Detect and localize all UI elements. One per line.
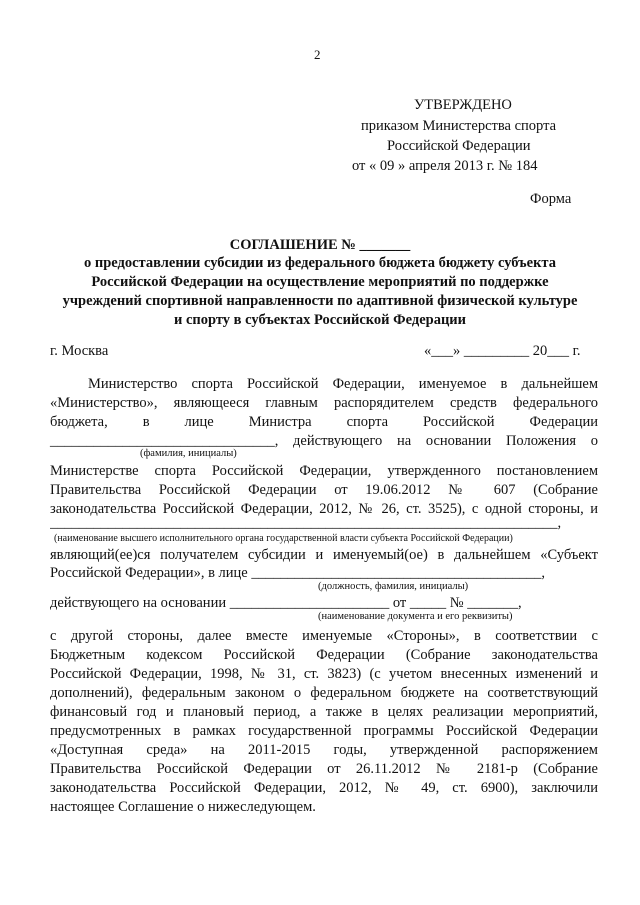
text-line: предусмотренных в рамках государственной программы Российской Федерации: [50, 723, 598, 739]
text-line: действующего на основании ______________________ от _____ № _______,: [50, 595, 522, 611]
text-line: Российской Федерации, 1998, № 31, ст. 3823) (с учетом внесенных изменений и: [50, 666, 598, 682]
caption-authority: (наименование высшего исполнительного органа государственной власти субъекта Российской Федерации): [54, 533, 513, 544]
caption-document: (наименование документа и его реквизиты): [318, 611, 513, 622]
title-line: Российской Федерации на осуществление мероприятий по поддержке: [91, 274, 549, 290]
page-number: 2: [314, 47, 321, 62]
caption-position: (должность, фамилия, инициалы): [318, 581, 469, 592]
text-line: Министерство спорта Российской Федерации, именуемое в дальнейшем: [88, 376, 598, 392]
text-line: «Министерство», являющееся главным распорядителем средств федерального: [50, 395, 598, 411]
text-line: Правительства Российской Федерации от 19.06.2012 № 607 (Собрание: [50, 482, 598, 498]
caption-name-initials: (фамилия, инициалы): [140, 448, 237, 459]
text-line: «Доступная среда» на 2011-2015 годы, утвержденной распоряжением: [50, 742, 598, 758]
text-line: являющий(ее)ся получателем субсидии и именуемый(ое) в дальнейшем «Субъект: [50, 547, 598, 563]
title-line: о предоставлении субсидии из федерального бюджета бюджету субъекта: [84, 255, 556, 271]
text-line: Российской Федерации», в лице ________________________________________,: [50, 565, 545, 581]
approval-ministry: Российской Федерации: [387, 138, 531, 154]
text-line: Министерстве спорта Российской Федерации, утвержденного постановлением: [50, 463, 598, 479]
title-heading: СОГЛАШЕНИЕ № _______: [229, 237, 411, 253]
form-label: Форма: [530, 191, 572, 207]
text-line: Правительства Российской Федерации от 26.11.2012 № 2181-р (Собрание: [50, 761, 598, 777]
text-line: финансовый год и плановый период, а также в целях реализации мероприятий,: [50, 704, 598, 720]
approval-order: приказом Министерства спорта: [361, 118, 557, 134]
text-line: с другой стороны, далее вместе именуемые «Стороны», в соответствии с: [50, 628, 598, 644]
place-city: г. Москва: [50, 343, 109, 359]
approval-title: УТВЕРЖДЕНО: [414, 97, 512, 113]
text-line: _______________________________, действующего на основании Положения о: [50, 433, 598, 449]
date-line: «___» _________ 20___ г.: [424, 343, 581, 359]
text-line: Бюджетным кодексом Российской Федерации (Собрание законодательства: [50, 647, 598, 663]
text-line: дополнений), федеральным законом о федеральном бюджете на соответствующий: [50, 685, 598, 701]
text-line: законодательства Российской Федерации, 2012, № 26, ст. 3525), с одной стороны, и: [50, 501, 598, 517]
blank-authority: ______________________________________________________________________,: [50, 515, 562, 531]
text-line: законодательства Российской Федерации, 2012, № 49, ст. 6900), заключили: [50, 780, 598, 796]
approval-date: от « 09 » апреля 2013 г. № 184: [352, 158, 538, 174]
title-line: и спорту в субъектах Российской Федерации: [173, 312, 467, 328]
text-line: настоящее Соглашение о нижеследующем.: [50, 799, 316, 815]
text-line: бюджета, в лице Министра спорта Российской Федерации: [50, 414, 598, 430]
title-line: учреждений спортивной направленности по адаптивной физической культуре: [62, 293, 578, 309]
